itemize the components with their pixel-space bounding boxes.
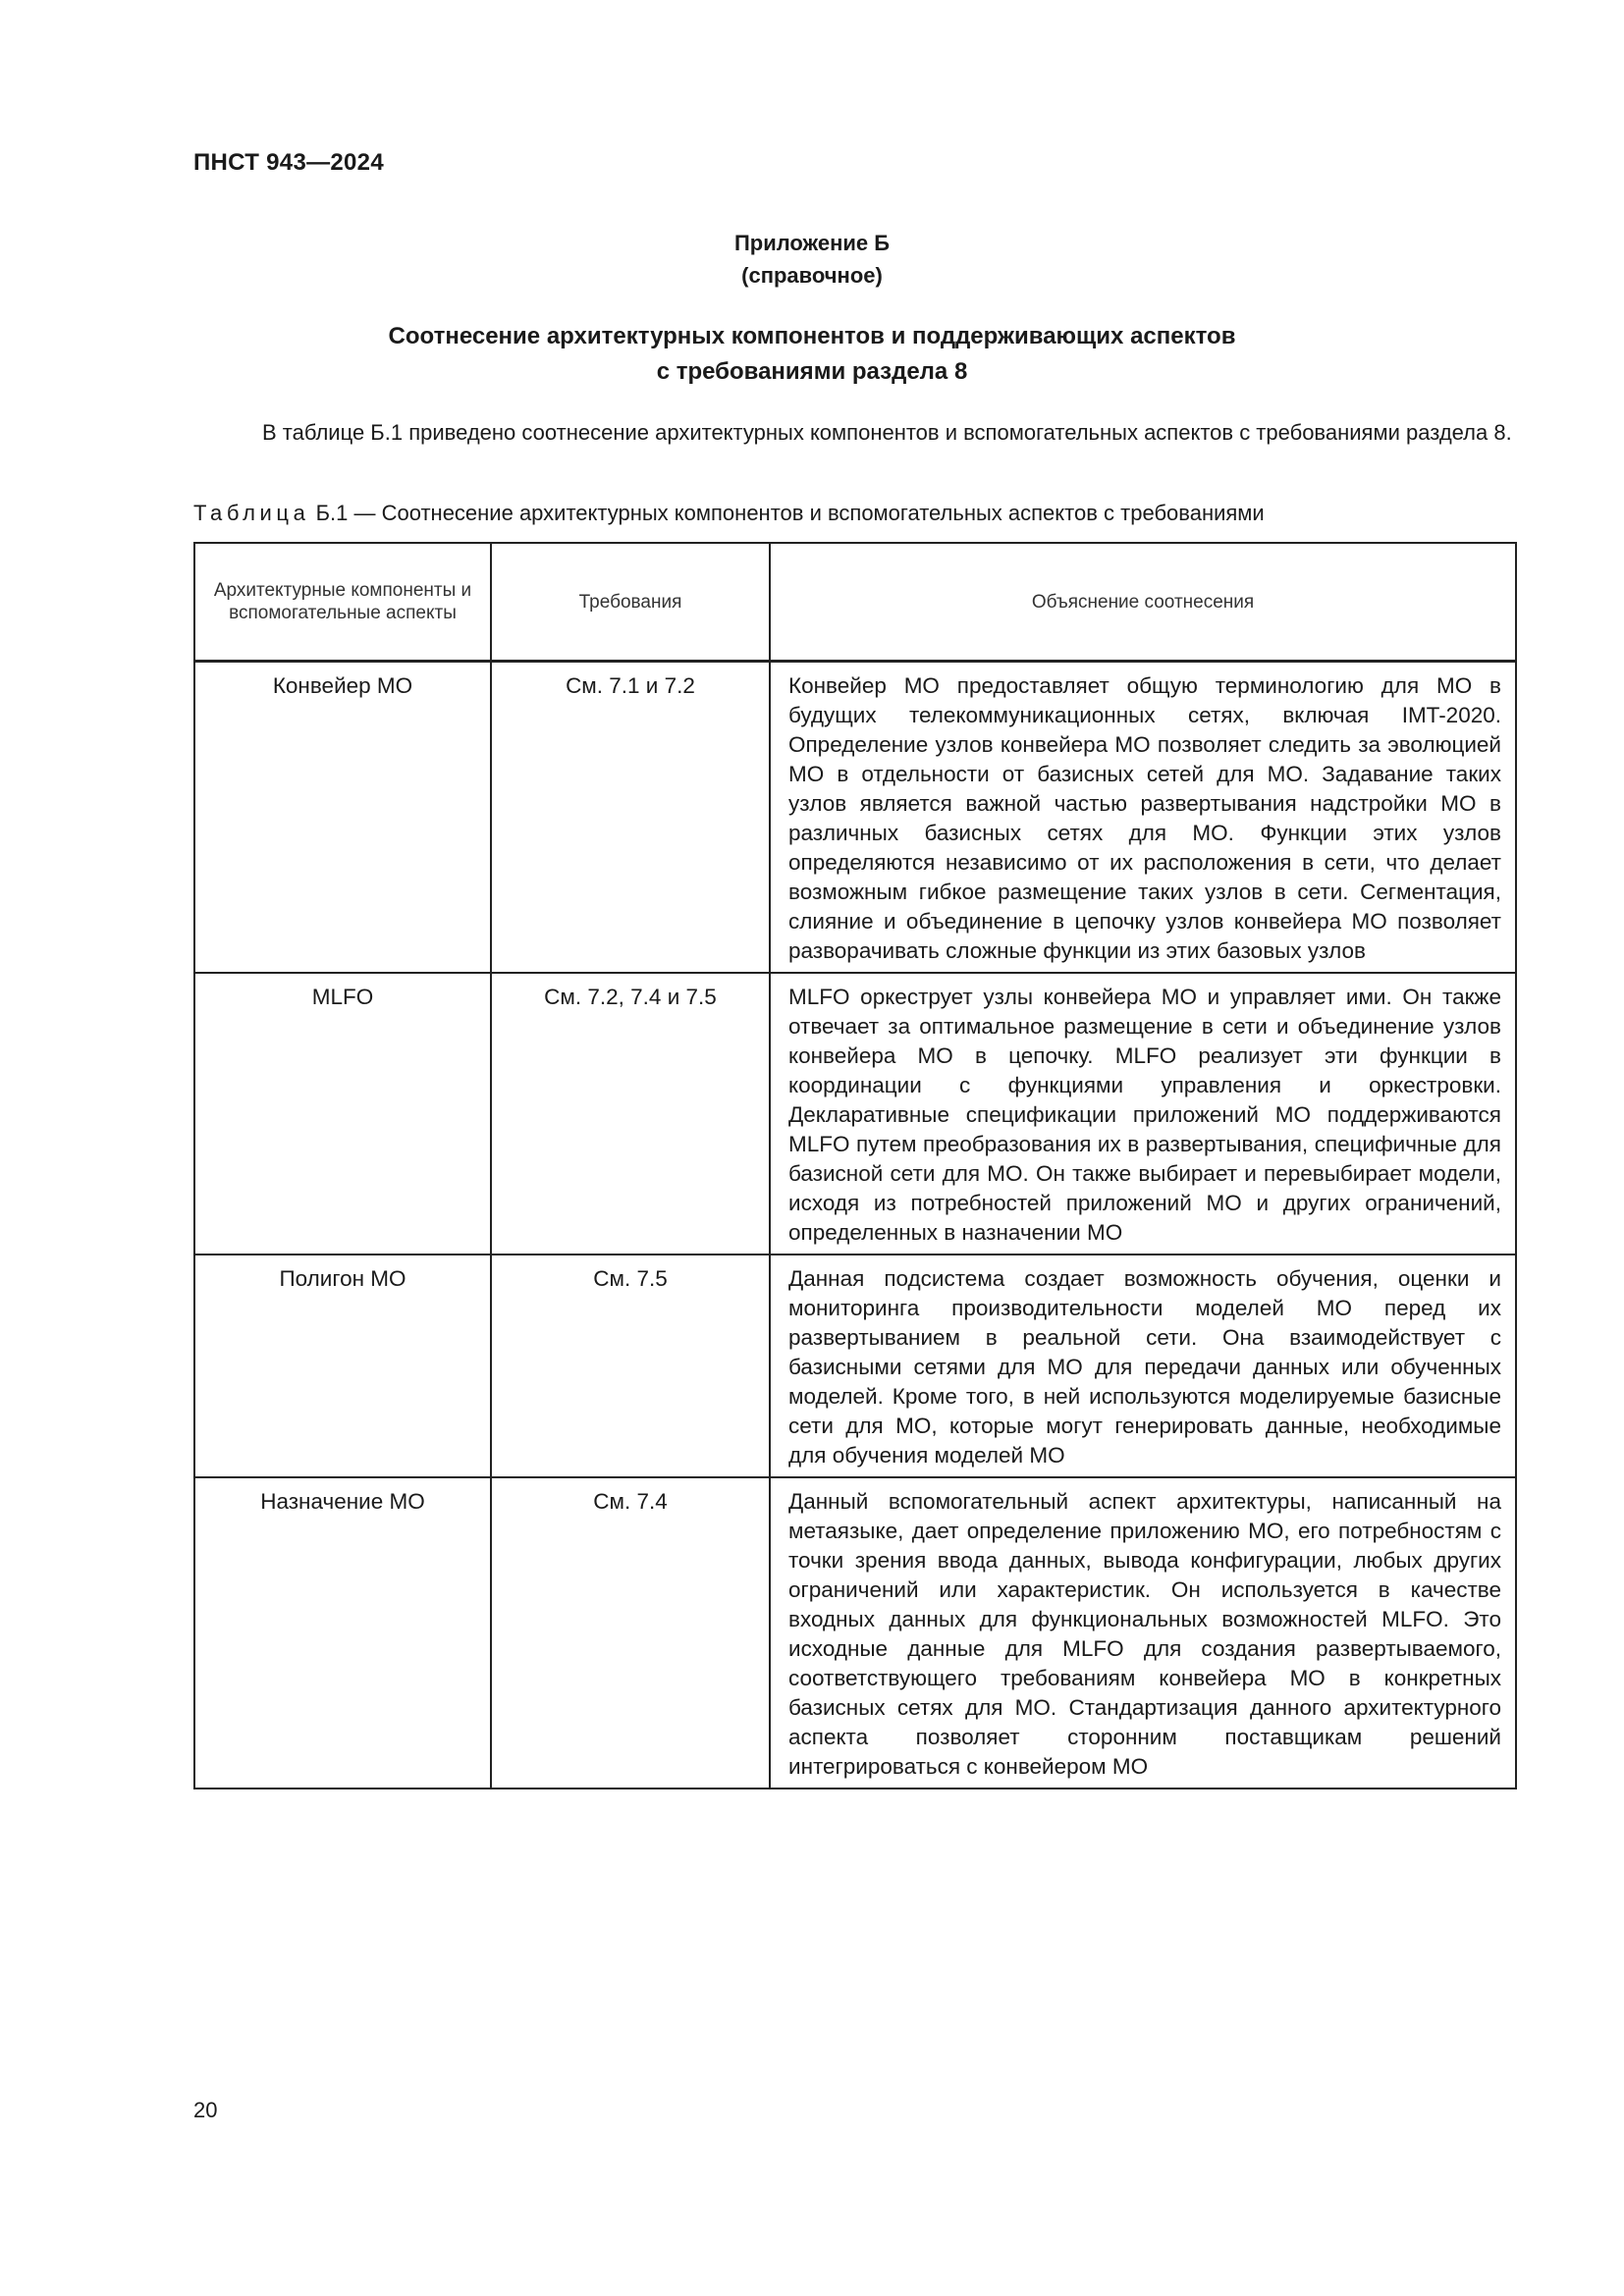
header-explanation: Объяснение соотнесения — [770, 543, 1516, 662]
table-caption — [193, 499, 1265, 528]
appendix-heading — [0, 227, 1624, 292]
table-row — [194, 973, 1516, 1255]
table-row — [194, 662, 1516, 974]
cell-requirements: См. 7.4 — [491, 1477, 770, 1789]
cell-component: MLFO — [194, 973, 491, 1255]
cell-explanation: Данный вспомогательный аспект архитектуры, написанный на метаязыке, дает определение приложению МО, его потребностям с точки зрения ввода данных, вывода конфигурации, любых других ограничений или характеристик. Он используется в качестве входных данных для функциональных возможностей MLFO. Это исходные данные для MLFO для создания развертываемого, соответствующего требованиям конвейера МО в конкретных базисных сетях для МО. Стандартизация данного архитектурного аспекта позволяет сторонним поставщикам решений интегрироваться с конвейером МО — [770, 1477, 1516, 1789]
table-header-row — [194, 543, 1516, 662]
table-caption-text: Б.1 — Соотнесение архитектурных компонентов и вспомогательных аспектов с требованиями — [309, 501, 1265, 525]
cell-component: Полигон МО — [194, 1255, 491, 1477]
cell-explanation: MLFO оркеструет узлы конвейера МО и управляет ими. Он также отвечает за оптимальное размещение в сети и объединение узлов конвейера МО в цепочку. MLFO реализует эти функции в координации с функциями управления и оркестровки. Декларативные спецификации приложений МО поддерживаются MLFO путем преобразования их в развертывания, специфичные для базисной сети для МО. Он также выбирает и перевыбирает модели, исходя из потребностей приложений МО и других ограничений, определенных в назначении МО — [770, 973, 1516, 1255]
mapping-table — [193, 542, 1517, 1789]
header-requirements: Требования — [491, 543, 770, 662]
cell-requirements: См. 7.5 — [491, 1255, 770, 1477]
table-row — [194, 1477, 1516, 1789]
table-caption-label: Таблица — [193, 501, 310, 525]
document-code: ПНСТ 943—2024 — [193, 149, 384, 176]
table-row — [194, 1255, 1516, 1477]
appendix-kind: (справочное) — [741, 263, 883, 288]
section-title-line-1: Соотнесение архитектурных компонентов и поддерживающих аспектов — [388, 323, 1236, 349]
cell-requirements: См. 7.2, 7.4 и 7.5 — [491, 973, 770, 1255]
appendix-label: Приложение Б — [733, 231, 891, 255]
cell-requirements: См. 7.1 и 7.2 — [491, 662, 770, 974]
cell-explanation: Конвейер МО предоставляет общую терминологию для МО в будущих телекоммуникационных сетях, включая IMT-2020. Определение узлов конвейера МО позволяет следить за эволюцией МО в отдельности от базисных сетей для МО. Задавание таких узлов является важной частью развертывания надстройки МО в различных базисных сетях для МО. Функции этих узлов определяются независимо от их расположения в сети, что делает возможным гибкое размещение таких узлов в сети. Сегментация, слияние и объединение в цепочку узлов конвейера МО позволяет разворачивать сложные функции из этих базовых узлов — [770, 662, 1516, 974]
section-title-line-2: с требованиями раздела 8 — [656, 358, 968, 385]
cell-component: Конвейер МО — [194, 662, 491, 974]
intro-paragraph: В таблице Б.1 приведено соотнесение архитектурных компонентов и вспомогательных аспектов с требованиями раздела 8. — [262, 420, 1512, 445]
cell-explanation: Данная подсистема создает возможность обучения, оценки и мониторинга производительности моделей МО перед их развертыванием в реальной сети. Она взаимодействует с базисными сетями для МО для передачи данных или обученных моделей. Кроме того, в ней используются моделируемые базисные сети для МО, которые могут генерировать данные, необходимые для обучения моделей МО — [770, 1255, 1516, 1477]
cell-component: Назначение МО — [194, 1477, 491, 1789]
header-components: Архитектурные компоненты и вспомогательные аспекты — [194, 543, 491, 662]
section-title — [0, 319, 1624, 390]
page-number: 20 — [193, 2098, 218, 2122]
